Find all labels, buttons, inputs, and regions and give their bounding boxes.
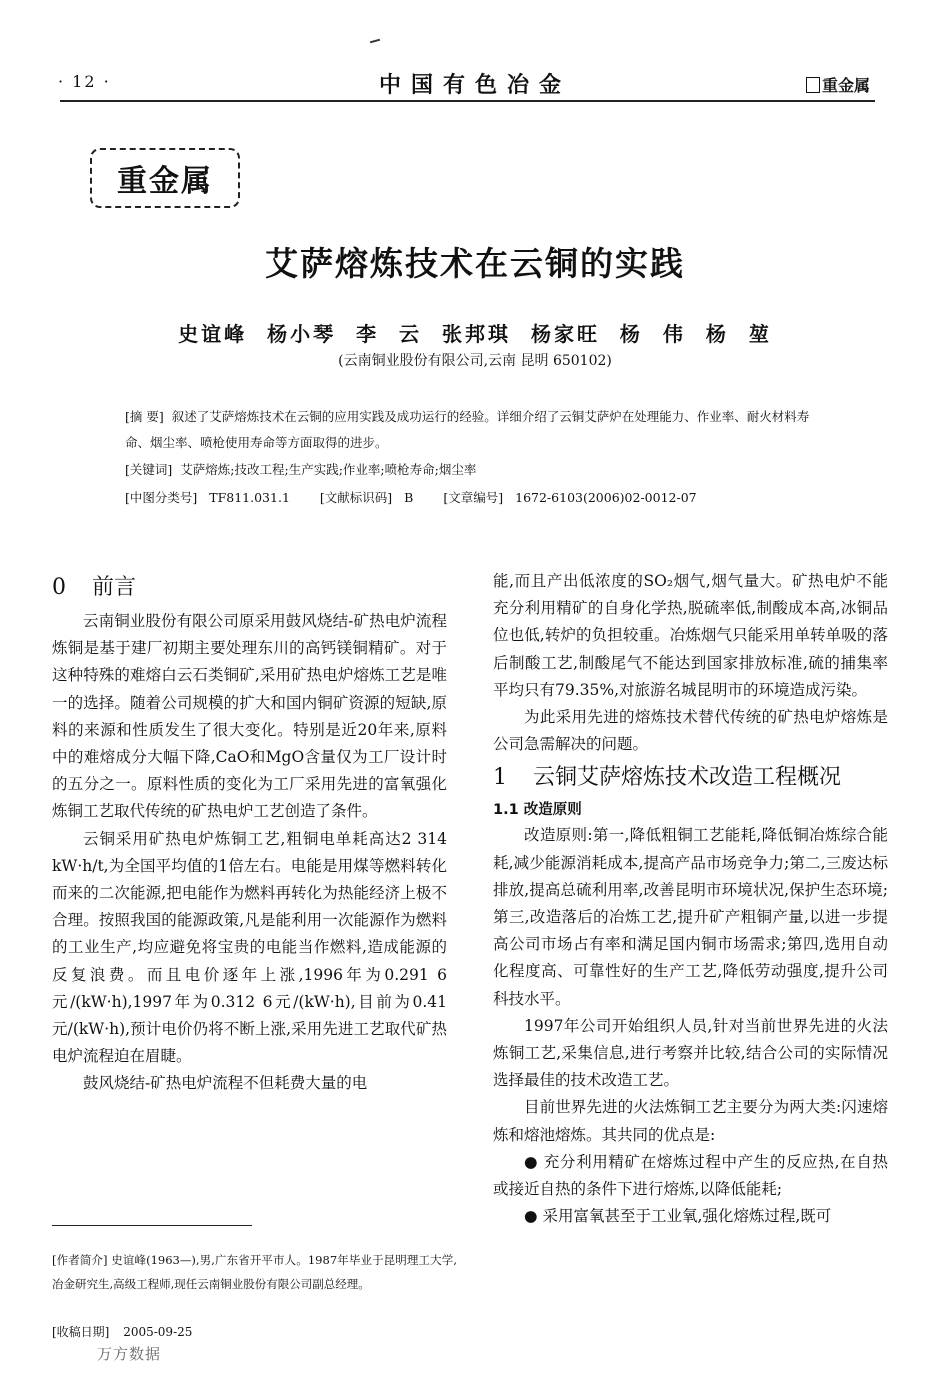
paragraph: 改造原则:第一,降低粗铜工艺能耗,降低铜冶炼综合能耗,减少能源消耗成本,提高产品市场竞争力;第二,三废达标排放,提高总硫利用率,改善昆明市环境状况,保护生态环境;第三,改造落后的冶炼工艺,提升矿产粗铜产量,以进一步提高公司市场占有率和满足国内铜市场需求;第四,选用自动化程度高、可靠性好的生产工艺,降低劳动强度,提升公司科技水平。 [493,826,888,1008]
subsection-heading: 1.1 改造原则 [493,802,582,819]
article-no-label: [文章编号] [443,490,504,505]
received-label: [收稿日期] [52,1325,110,1339]
section-box-icon [806,77,820,93]
classification [125,485,825,511]
received-date [52,1323,192,1340]
clc-value: TF811.031.1 [209,490,290,505]
section-number: 0 [52,575,66,600]
paragraph: 目前世界先进的火法炼铜工艺主要分为两大类:闪速熔炼和熔池熔炼。其共同的优点是: [493,1098,888,1144]
author-note [52,1248,457,1296]
section-title: 前言 [92,575,137,600]
abstract-text: 叙述了艾萨熔炼技术在云铜的应用实践及成功运行的经验。详细介绍了云铜艾萨炉在处理能力、作业率、耐火材料寿命、烟尘率、喷枪使用寿命等方面取得的进步。 [125,409,810,450]
paragraph: 云南铜业股份有限公司原采用鼓风烧结-矿热电炉流程炼铜是基于建厂初期主要处理东川的高钙镁铜精矿。对于这种特殊的难熔白云石类铜矿,采用矿热电炉熔炼工艺是唯一的选择。随着公司规模的扩大和国内铜矿资源的短缺,原料的来源和性质发生了很大变化。特别是近20年来,原料中的难熔成分大幅下降,CaO和MgO含量仅为工厂设计时的五分之一。原料性质的变化为工厂采用先进的富氧强化炼铜工艺取代传统的矿热电炉工艺创造了条件。 [52,612,447,821]
author-note-text: 史谊峰(1963—),男,广东省开平市人。1987年毕业于昆明理工大学,冶金研究生,高级工程师,现任云南铜业股份有限公司副总经理。 [52,1253,457,1291]
keywords-text: 艾萨熔炼;技改工程;生产实践;作业率;喷枪寿命;烟尘率 [180,462,477,477]
paragraph: 能,而且产出低浓度的SO₂烟气,烟气量大。矿热电炉不能充分利用精矿的自身化学热,脱硫率低,制酸成本高,冰铜品位也低,转炉的负担较重。冶炼烟气只能采用单转单吸的落后制酸工艺,制酸尾气不能达到国家排放标准,硫的捕集率平均只有79.35%,对旅游名城昆明市的环境造成污染。 [493,572,888,699]
section-tag [806,73,870,96]
keywords-label: [关键词] [125,462,173,477]
article-no-value: 1672-6103(2006)02-0012-07 [515,490,697,505]
doc-value: B [404,490,414,505]
watermark: 万方数据 [97,1345,162,1363]
authors: 史谊峰 杨小琴 李 云 张邦琪 杨家旺 杨 伟 杨 堃 [178,322,772,346]
left-column [52,568,447,1098]
keywords [125,457,825,483]
paragraph: 为此采用先进的熔炼技术替代传统的矿热电炉熔炼是公司急需解决的问题。 [493,708,888,754]
received-value: 2005-09-25 [123,1325,193,1339]
doc-label: [文献标识码] [319,490,393,505]
paragraph: 鼓风烧结-矿热电炉流程不但耗费大量的电 [83,1074,368,1093]
abstract [125,404,825,456]
section-number: 1 [493,765,507,791]
footnote-rule [52,1225,252,1226]
header-rule [60,100,875,102]
paragraph: 云铜采用矿热电炉炼铜工艺,粗铜电单耗高达2 314 kW·h/t,为全国平均值的1倍左右。电能是用煤等燃料转化而来的二次能源,把电能作为燃料再转化为热能经济上极不合理。按照我国的能源政策,凡是能利用一次能源作为燃料的工业生产,均应避免将宝贵的电能当作燃料,造成能源的反复浪费。而且电价逐年上涨,1996年为0.291 6元/(kW·h),1997年为0.312 6元/(kW·h),目前为0.41元/(kW·h),预计电价仍将不断上涨,采用先进工艺取代矿热电炉流程迫在眉睫。 [52,829,447,1066]
section-heading-1 [493,760,888,796]
paragraph: 1997年公司开始组织人员,针对当前世界先进的火法炼铜工艺,采集信息,进行考察并比较,结合公司的实际情况选择最佳的技术改造工艺。 [493,1016,888,1090]
bullet-item: ● 充分利用精矿在熔炼过程中产生的反应热,在自热或接近自热的条件下进行熔炼,以降低能耗; [493,1152,888,1199]
abstract-label: [摘 要] [125,409,164,424]
clc-label: [中图分类号] [125,490,198,505]
section-title: 云铜艾萨熔炼技术改造工程概况 [533,765,842,791]
page-number: · 12 · [58,72,111,91]
right-column [493,568,888,1230]
article-title: 艾萨熔炼技术在云铜的实践 [265,244,685,283]
author-note-label: [作者简介] [52,1253,108,1267]
column-label: 重金属 [90,148,240,208]
bullet-item: ● 采用富氧甚至于工业氧,强化熔炼过程,既可 [524,1207,832,1226]
scan-mark [370,39,380,44]
section-tag-label: 重金属 [821,76,870,95]
section-heading-intro [52,570,447,606]
affiliation: (云南铜业股份有限公司,云南 昆明 650102) [338,353,612,369]
journal-title: 中国有色冶金 [378,72,571,98]
